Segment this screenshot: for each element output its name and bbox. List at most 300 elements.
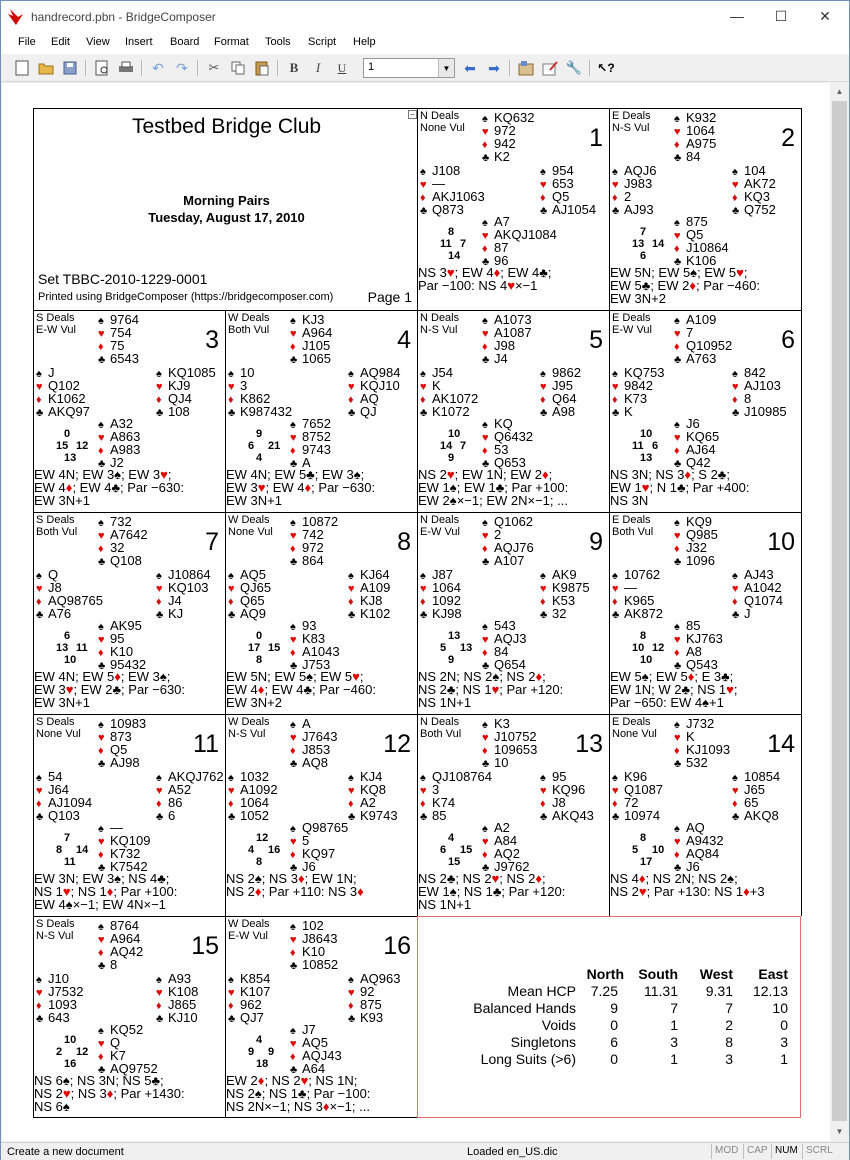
board-number: 4 — [397, 326, 411, 354]
menu-tools[interactable]: Tools — [265, 36, 291, 48]
heart-icon: ♥ — [156, 785, 163, 797]
suit-holding — [36, 1011, 83, 1024]
stat-value: 9.31 — [705, 982, 733, 999]
cards: 1064 — [240, 795, 269, 810]
board-3[interactable] — [33, 310, 225, 512]
hcp-n: 6 — [64, 630, 71, 642]
suit-holding — [156, 405, 216, 418]
suit-holding — [228, 366, 292, 379]
dealer-vulnerability — [36, 918, 75, 942]
dealer: N Deals — [420, 110, 460, 122]
dealer-vulnerability — [420, 716, 461, 740]
club-icon: ♣ — [420, 811, 428, 823]
scroll-thumb[interactable] — [832, 101, 847, 1121]
new-document-icon — [15, 60, 29, 76]
board-4[interactable] — [225, 310, 417, 512]
cards: 10872 — [302, 514, 339, 529]
collapse-icon[interactable]: − — [408, 110, 417, 119]
cards: 1032 — [240, 769, 269, 784]
board-8[interactable] — [225, 512, 417, 714]
cards: J10 — [48, 971, 69, 986]
suit-holding — [612, 809, 663, 822]
cards: Q1074 — [744, 593, 784, 608]
italic-button[interactable] — [308, 58, 328, 78]
diamond-icon: ♦ — [420, 798, 426, 810]
cards: Q1087 — [624, 782, 664, 797]
vulnerability: None Vul — [228, 526, 273, 538]
cards: Q65 — [240, 593, 265, 608]
board-14[interactable] — [609, 714, 801, 916]
club-icon: ♣ — [348, 609, 356, 621]
hcp-w: 4 — [248, 844, 255, 856]
board-7[interactable] — [33, 512, 225, 714]
contract-line: EW 3N; EW 3♠; NS 4♣; — [34, 872, 170, 885]
heart-icon: ♥ — [348, 381, 355, 393]
hand-north — [98, 313, 139, 365]
suit-holding — [420, 796, 492, 809]
heart-icon: ♥ — [674, 530, 681, 542]
hcp-n: 4 — [256, 1034, 263, 1046]
cards: QJ65 — [240, 580, 272, 595]
cards: 84 — [494, 644, 509, 659]
grid-row-border — [33, 512, 802, 513]
previous-board-button[interactable] — [460, 58, 480, 78]
stat-value: 6 — [610, 1033, 618, 1050]
hand-north — [674, 111, 716, 163]
board-5[interactable] — [417, 310, 609, 512]
cards: 84 — [686, 149, 701, 164]
contract-line: EW 5N; EW 5♠; EW 5♥; — [610, 266, 748, 279]
club-icon: ♣ — [674, 152, 682, 164]
suit-holding — [482, 515, 534, 528]
hand-east — [540, 164, 596, 216]
cut-button[interactable] — [204, 58, 224, 78]
hand-west — [612, 568, 663, 620]
cards: 86 — [168, 795, 183, 810]
menu-insert[interactable]: Insert — [125, 36, 153, 48]
properties-button[interactable] — [516, 58, 536, 78]
cards: 32 — [110, 540, 125, 555]
cards: 962 — [240, 997, 262, 1012]
cards: KJ1093 — [686, 742, 731, 757]
hand-north — [482, 313, 532, 365]
hcp-e: 14 — [652, 238, 665, 250]
board-2[interactable] — [609, 108, 801, 310]
club-icon: ♣ — [674, 458, 682, 470]
contract-line: EW 4N; EW 3♠; EW 3♥; — [34, 468, 172, 481]
cards: AKQ8 — [744, 808, 779, 823]
board-number: 15 — [191, 932, 219, 960]
club-icon: ♣ — [348, 811, 356, 823]
cards: 3 — [432, 782, 440, 797]
open-button[interactable] — [36, 58, 56, 78]
board-11[interactable] — [33, 714, 225, 916]
menu-format[interactable]: Format — [214, 36, 249, 48]
cards: 9764 — [110, 312, 139, 327]
club-icon: ♣ — [732, 407, 740, 419]
heart-icon: ♥ — [482, 328, 489, 340]
club-icon: ♣ — [228, 407, 236, 419]
event-name: Morning Pairs — [183, 193, 270, 208]
spade-icon: ♠ — [420, 368, 426, 380]
hcp-e: 12 — [76, 1046, 89, 1058]
club-icon: ♣ — [228, 1013, 236, 1025]
club-icon: ♣ — [420, 609, 428, 621]
hcp-e: 15 — [268, 642, 281, 654]
hcp-n: 4 — [448, 832, 455, 844]
scroll-down-icon[interactable]: ▼ — [835, 1127, 844, 1136]
cards: Q873 — [432, 202, 464, 217]
suit-holding — [98, 1023, 158, 1036]
spade-icon: ♠ — [674, 823, 680, 835]
hand-east — [348, 972, 400, 1024]
menu-help[interactable]: Help — [353, 36, 376, 48]
copy-button[interactable] — [228, 58, 248, 78]
stat-value: 9 — [610, 999, 618, 1016]
cards: A975 — [686, 136, 717, 151]
spade-icon: ♠ — [674, 719, 680, 731]
hand-west — [228, 770, 278, 822]
redo-button[interactable] — [172, 58, 192, 78]
contract-line: NS 2♣; NS 1♥; Par +120: — [418, 683, 564, 696]
cards: K — [432, 378, 441, 393]
suit-holding — [674, 717, 730, 730]
cards: K965 — [624, 593, 655, 608]
club-icon: ♣ — [540, 205, 548, 217]
club-icon: ♣ — [482, 660, 490, 672]
context-help-button[interactable] — [596, 58, 616, 78]
cards: Q6432 — [494, 429, 534, 444]
cards: 72 — [624, 795, 639, 810]
board-number-combo[interactable] — [363, 58, 455, 78]
heart-icon: ♥ — [290, 634, 297, 646]
suit-holding — [156, 783, 224, 796]
dealer: W Deals — [228, 918, 270, 930]
menu-board[interactable]: Board — [170, 36, 200, 48]
cards: J7532 — [48, 984, 84, 999]
cards: 1064 — [432, 580, 461, 595]
diamond-icon: ♦ — [290, 947, 296, 959]
board-12[interactable] — [225, 714, 417, 916]
club-icon: ♣ — [228, 609, 236, 621]
suit-holding — [540, 405, 581, 418]
cards: KQ97 — [302, 846, 336, 861]
cards: J2 — [110, 455, 124, 470]
spade-icon: ♠ — [228, 974, 234, 986]
heart-icon: ♥ — [420, 583, 427, 595]
club-icon: ♣ — [228, 811, 236, 823]
club-icon: ♣ — [482, 256, 490, 268]
spade-icon: ♠ — [98, 419, 104, 431]
heart-icon: ♥ — [228, 987, 235, 999]
heart-icon: ♥ — [540, 583, 547, 595]
cards: Q64 — [552, 391, 577, 406]
bold-button[interactable] — [284, 58, 304, 78]
statistics-row — [444, 1016, 788, 1033]
cards: 95 — [552, 769, 567, 784]
cards: 93 — [302, 618, 317, 633]
indicator-scrl: SCRL — [802, 1144, 836, 1159]
edit-properties-button[interactable] — [540, 58, 560, 78]
suit-holding — [420, 783, 492, 796]
spade-icon: ♠ — [156, 974, 162, 986]
board-6[interactable] — [609, 310, 801, 512]
board-15[interactable] — [33, 916, 225, 1118]
spade-icon: ♠ — [156, 772, 162, 784]
diamond-icon: ♦ — [98, 341, 104, 353]
makeable-contracts — [34, 670, 224, 709]
suit-holding — [482, 150, 534, 163]
menu-view[interactable]: View — [86, 36, 110, 48]
arrow-left-icon: ⬅ — [464, 59, 476, 76]
dealer-vulnerability — [36, 312, 76, 336]
undo-button[interactable] — [148, 58, 168, 78]
board-number: 11 — [193, 730, 219, 758]
cards: K83 — [302, 631, 326, 646]
spade-icon: ♠ — [156, 368, 162, 380]
club-icon: ♣ — [290, 556, 298, 568]
print-preview-button[interactable] — [92, 58, 112, 78]
suit-holding — [98, 958, 143, 971]
club-icon: ♣ — [98, 660, 106, 672]
cards: Q752 — [744, 202, 776, 217]
makeable-contracts — [418, 468, 608, 507]
cards: 53 — [494, 442, 509, 457]
cards: K1072 — [432, 404, 470, 419]
dealer: W Deals — [228, 312, 270, 324]
dealer: N Deals — [420, 716, 460, 728]
cards: J6 — [686, 859, 700, 874]
hcp-w: 6 — [248, 440, 255, 452]
spade-icon: ♠ — [348, 368, 354, 380]
contract-line: EW 5♣; EW 2♦; Par −460: — [610, 279, 760, 292]
diamond-icon: ♦ — [228, 596, 234, 608]
maximize-button[interactable] — [759, 3, 803, 29]
hand-west — [420, 366, 478, 418]
stat-value: 11.31 — [644, 982, 678, 999]
scroll-up-icon[interactable]: ▲ — [835, 87, 844, 96]
hand-west — [612, 770, 663, 822]
heart-icon: ♥ — [290, 432, 297, 444]
hcp-w: 11 — [632, 440, 644, 452]
heart-icon: ♥ — [612, 179, 619, 191]
cards: K74 — [432, 795, 456, 810]
heart-icon: ♥ — [156, 381, 163, 393]
stat-value: 1 — [780, 1050, 788, 1067]
spade-icon: ♠ — [98, 315, 104, 327]
suit-holding — [348, 1011, 400, 1024]
cards: K106 — [686, 253, 717, 268]
cards: J87 — [432, 567, 453, 582]
hand-east — [348, 366, 400, 418]
suit-holding — [674, 554, 718, 567]
diamond-icon: ♦ — [612, 192, 618, 204]
italic-icon: I — [315, 60, 321, 75]
next-board-button[interactable] — [484, 58, 504, 78]
spade-icon: ♠ — [482, 719, 488, 731]
cards: J983 — [624, 176, 653, 191]
club-icon: ♣ — [482, 758, 490, 770]
menu-script[interactable]: Script — [308, 36, 337, 48]
cards: K1062 — [48, 391, 86, 406]
cards: — — [624, 580, 637, 595]
cards: AQ — [686, 820, 705, 835]
contract-line: EW 4♠×−1; EW 4N×−1 — [34, 898, 166, 911]
cards: AQ98765 — [48, 593, 103, 608]
diamond-icon: ♦ — [98, 745, 104, 757]
stat-value: 1 — [670, 1050, 678, 1067]
hcp-s: 17 — [640, 856, 653, 868]
menu-edit[interactable]: Edit — [51, 36, 70, 48]
board-13[interactable] — [417, 714, 609, 916]
cards: K9743 — [360, 808, 398, 823]
spade-icon: ♠ — [674, 517, 680, 529]
hcp-s: 18 — [256, 1058, 269, 1070]
hand-west — [228, 366, 292, 418]
vertical-scrollbar[interactable] — [830, 83, 849, 1141]
dealer-vulnerability — [612, 110, 651, 134]
heart-icon: ♥ — [36, 785, 43, 797]
cards: A109 — [686, 312, 717, 327]
spade-icon: ♠ — [674, 419, 680, 431]
club-icon: ♣ — [156, 609, 164, 621]
redo-icon: ↷ — [176, 59, 188, 76]
suit-holding — [36, 405, 90, 418]
cards: AK1072 — [432, 391, 479, 406]
diamond-icon: ♦ — [732, 798, 738, 810]
cards: J6 — [686, 416, 700, 431]
suit-holding — [290, 958, 338, 971]
cards: AKQJ762 — [168, 769, 224, 784]
suit-holding — [420, 405, 478, 418]
statistics-row — [444, 1033, 788, 1050]
heart-icon: ♥ — [228, 785, 235, 797]
menu-file[interactable]: File — [18, 36, 36, 48]
diamond-icon: ♦ — [98, 543, 104, 555]
cards: J10864 — [168, 567, 211, 582]
heart-icon: ♥ — [482, 432, 489, 444]
club-icon: ♣ — [36, 609, 44, 621]
spade-icon: ♠ — [612, 368, 618, 380]
spade-icon: ♠ — [420, 166, 426, 178]
club-icon: ♣ — [482, 458, 490, 470]
spade-icon: ♠ — [674, 621, 680, 633]
heart-icon: ♥ — [612, 583, 619, 595]
wrench-icon: 🔧 — [565, 60, 583, 75]
close-icon: ✕ — [819, 7, 831, 24]
vulnerability: E-W Vul — [228, 930, 268, 942]
hcp-w: 17 — [248, 642, 261, 654]
hand-south — [482, 215, 557, 267]
hand-north — [98, 717, 146, 769]
dealer: S Deals — [36, 918, 75, 930]
cards: AQ5 — [302, 1035, 329, 1050]
hcp-s: 6 — [640, 250, 647, 262]
cards: A8 — [686, 644, 702, 659]
cards: J10985 — [744, 404, 787, 419]
board-1[interactable] — [417, 108, 609, 310]
cards: 8752 — [302, 429, 331, 444]
hcp-n: 8 — [640, 832, 647, 844]
heart-icon: ♥ — [98, 530, 105, 542]
cards: J6 — [302, 859, 316, 874]
contract-line: NS 2♣; NS 2♥; NS 2♦; — [418, 872, 546, 885]
cards: 9743 — [302, 442, 331, 457]
stat-value: 1 — [670, 1016, 678, 1033]
heart-icon: ♥ — [674, 732, 681, 744]
cards: KJ8 — [360, 593, 383, 608]
suit-holding — [98, 352, 139, 365]
cards: J10752 — [494, 729, 537, 744]
print-button[interactable] — [116, 58, 136, 78]
cards: KQ103 — [168, 580, 209, 595]
hand-east — [348, 568, 390, 620]
new-document-button[interactable] — [12, 58, 32, 78]
minimize-button[interactable] — [715, 3, 759, 29]
hcp-e: 15 — [460, 844, 473, 856]
dealer-vulnerability — [36, 514, 77, 538]
suit-holding — [156, 796, 224, 809]
stat-value: 12.13 — [752, 982, 788, 999]
tools-button[interactable] — [564, 58, 584, 78]
heart-icon: ♥ — [290, 836, 297, 848]
vulnerability: None Vul — [612, 728, 657, 740]
spade-icon: ♠ — [540, 772, 546, 784]
cards: A964 — [302, 325, 333, 340]
hand-west — [36, 568, 103, 620]
cards: 942 — [494, 136, 516, 151]
cards: 32 — [552, 606, 567, 621]
stat-label: Voids — [541, 1016, 576, 1033]
underline-button[interactable] — [332, 58, 352, 78]
suit-holding — [290, 756, 337, 769]
contract-line: NS 2N; NS 2♠; NS 2♦; — [418, 670, 546, 683]
diamond-icon: ♦ — [348, 596, 354, 608]
cards: KQ52 — [110, 1022, 144, 1037]
cards: AJ1054 — [552, 202, 597, 217]
board-10[interactable] — [609, 512, 801, 714]
makeable-contracts — [610, 670, 800, 709]
cards: A763 — [686, 351, 717, 366]
cards: 1092 — [432, 593, 461, 608]
club-icon: ♣ — [290, 960, 298, 972]
board-9[interactable] — [417, 512, 609, 714]
save-button[interactable] — [60, 58, 80, 78]
dealer-vulnerability — [612, 312, 652, 336]
suit-holding — [612, 405, 664, 418]
document-area[interactable] — [2, 83, 830, 1141]
suit-holding — [348, 607, 390, 620]
cards: AQ8 — [302, 755, 329, 770]
heart-icon: ♥ — [732, 785, 739, 797]
hcp-n: 12 — [256, 832, 269, 844]
club-icon: ♣ — [98, 862, 106, 874]
board-16[interactable] — [225, 916, 417, 1118]
paste-button[interactable] — [252, 58, 272, 78]
hand-north — [674, 313, 732, 365]
close-button[interactable] — [803, 3, 847, 29]
suit-holding — [348, 405, 400, 418]
heart-icon: ♥ — [348, 987, 355, 999]
heart-icon: ♥ — [482, 836, 489, 848]
heart-icon: ♥ — [674, 836, 681, 848]
spade-icon: ♠ — [290, 315, 296, 327]
page-number: Page 1 — [367, 289, 412, 305]
cards: 1052 — [240, 808, 269, 823]
cards: KQ1085 — [168, 365, 216, 380]
diamond-icon: ♦ — [98, 849, 104, 861]
cards: 95432 — [110, 657, 147, 672]
